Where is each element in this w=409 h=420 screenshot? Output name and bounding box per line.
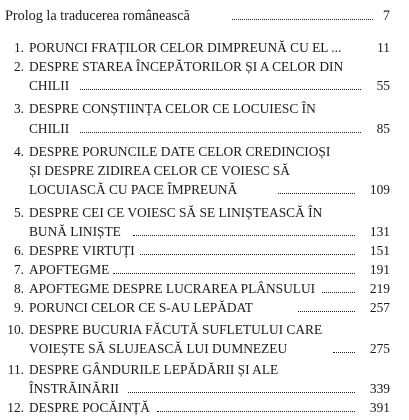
toc-entry-4-cont	[0, 159, 409, 179]
toc-entry-page: 339	[369, 381, 390, 396]
dot-leader	[278, 193, 355, 194]
toc-entry-title: DESPRE PORUNCILE DATE CELOR CREDINCIOȘI	[29, 144, 331, 159]
toc-entry-title: DESPRE VIRTUȚI	[29, 243, 135, 258]
toc-entry-4	[0, 140, 409, 160]
dot-leader	[133, 235, 355, 236]
toc-entry-title: DESPRE BUCURIA FĂCUTĂ SUFLETULUI CARE	[29, 322, 323, 337]
toc-entry-8	[0, 277, 409, 297]
toc-prolog-title: Prolog la traducerea românească	[5, 8, 190, 24]
toc-entry-page: 109	[369, 182, 390, 197]
toc-entry-3-cont	[0, 117, 409, 137]
toc-prolog-page: 7	[382, 8, 390, 24]
toc-entry-10	[0, 318, 409, 338]
toc-entry-title: DESPRE CONȘTIINȚA CELOR CE LOCUIESC ÎN	[29, 101, 316, 116]
toc-entry-page: 131	[369, 224, 390, 239]
toc-entry-title-cont: CHILII	[29, 78, 70, 93]
toc-entry-page: 85	[376, 121, 390, 136]
toc-entry-number: 7.	[13, 262, 24, 277]
toc-entry-12	[0, 396, 409, 416]
toc-entry-title-cont: ÎNSTRĂINĂRII	[29, 381, 120, 396]
toc-entry-3	[0, 97, 409, 117]
dot-leader	[140, 254, 355, 255]
toc-prolog	[0, 4, 409, 24]
toc-entry-11-cont	[0, 377, 409, 397]
toc-entry-title: APOFTEGME	[29, 262, 110, 277]
toc-entry-page: 11	[377, 40, 390, 55]
toc-entry-2-cont	[0, 74, 409, 94]
toc-entry-number: 12.	[7, 400, 24, 415]
toc-entry-number: 9.	[13, 300, 24, 315]
toc-entry-4-cont	[0, 178, 409, 198]
dot-leader	[322, 292, 355, 293]
toc-entry-page: 219	[369, 281, 390, 296]
toc-entry-number: 1.	[13, 40, 24, 55]
toc-entry-page: 191	[369, 262, 390, 277]
toc-entry-title-cont: CHILII	[29, 121, 70, 136]
toc-entry-6	[0, 239, 409, 259]
dot-leader	[157, 411, 355, 412]
toc-entry-page: 257	[369, 300, 390, 315]
toc-entry-number: 2.	[13, 59, 24, 74]
toc-entry-number: 11.	[7, 362, 24, 377]
toc-entry-page: 55	[376, 78, 390, 93]
toc-entry-number: 6.	[13, 243, 24, 258]
toc-entry-title: DESPRE STAREA ÎNCEPĂTORILOR ȘI A CELOR DIN	[29, 59, 344, 74]
toc-entry-page: 275	[369, 341, 390, 356]
toc-entry-title: DESPRE GÂNDURILE LEPĂDĂRII ȘI ALE	[29, 362, 279, 377]
toc-entry-title-cont: LOCUIASCĂ CU PACE ÎMPREUNĂ	[29, 182, 238, 197]
toc-entry-title-cont: ȘI DESPRE ZIDIREA CELOR CE VOIESC SĂ	[29, 163, 290, 178]
toc-entry-number: 8.	[13, 281, 24, 296]
toc-entry-number: 4.	[13, 144, 24, 159]
toc-entry-2	[0, 55, 409, 75]
toc-entry-5-cont	[0, 220, 409, 240]
dot-leader	[113, 273, 355, 274]
toc-entry-1	[0, 36, 409, 56]
dot-leader	[333, 352, 355, 353]
toc-entry-title: DESPRE CEI CE VOIESC SĂ SE LINIȘTEASCĂ ÎN	[29, 205, 323, 220]
toc-entry-title: PORUNCI CELOR CE S-AU LEPĂDAT	[29, 300, 253, 315]
toc-entry-7	[0, 258, 409, 278]
toc-entry-11	[0, 358, 409, 378]
dot-leader	[80, 132, 361, 133]
dot-leader	[80, 89, 361, 90]
toc-entry-title-cont: VOIEȘTE SĂ SLUJEASCĂ LUI DUMNEZEU	[29, 341, 288, 356]
toc-entry-title: APOFTEGME DESPRE LUCRAREA PLÂNSULUI	[29, 281, 316, 296]
toc-entry-number: 5.	[13, 205, 24, 220]
toc-entry-page: 151	[369, 243, 390, 258]
toc-entry-title: PORUNCI FRAȚILOR CELOR DIMPREUNĂ CU EL ...	[29, 40, 342, 55]
toc-entry-9	[0, 296, 409, 316]
dot-leader	[298, 311, 355, 312]
toc-entry-number: 3.	[13, 101, 24, 116]
toc-entry-number: 10.	[7, 322, 24, 337]
toc-entry-title-cont: BUNĂ LINIȘTE	[29, 224, 121, 239]
dot-leader	[232, 19, 373, 20]
toc-entry-10-cont	[0, 337, 409, 357]
toc-entry-page: 391	[369, 400, 390, 415]
toc-entry-title: DESPRE POCĂINȚĂ	[29, 400, 150, 415]
dot-leader	[128, 392, 355, 393]
toc-entry-5	[0, 201, 409, 221]
